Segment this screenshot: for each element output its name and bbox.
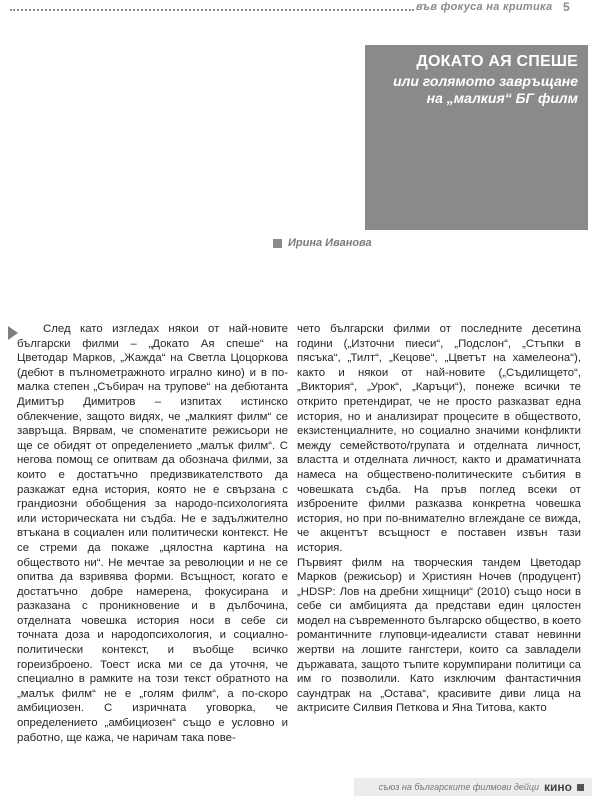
header-dotted-rule <box>10 9 414 11</box>
footer <box>354 778 592 796</box>
author-byline <box>273 236 372 250</box>
footer-publisher: съюз на българските филмови дейци <box>378 782 540 792</box>
paragraph: Първият филм на творческия тандем Цветодар Марков (режисьор) и Християн Ночев (продуцент) „HDSP: Лов на дребни хищници“ (2010) също носи в себе си амбицията да представи един цялостен модел на съвременното българско общество, в което романтичните глуповци-идеалисти стават невинни жертви на лошите гангстери, които са завладели държавата, защото тъпите корумпирани политици са им го позволили. Като изключим фантастичния саундтрак на „Остава“, красивите диви лица на актрисите Силвия Петкова и Яна Титова, както <box>297 556 581 715</box>
title-box <box>365 45 588 230</box>
text-column-right <box>297 322 581 716</box>
section-label: във фокуса на критика <box>416 1 553 13</box>
paragraph: чето български филми от последните десетина години („Източни пиеси“, „Подслон“, „Стъпки в пясъка“, „Тилт“, „Кецове“, „Цветът на хамелеона“), както и някои от най-новите („Съдилището“, „Виктория“, „Урок“, „Каръци“), понеже всички те открито претендират, че не просто разказват една история, но и анализират процесите в обществото, екзистенциалните, но социално значими конфликти между семейството/групата и отделната личност, властта и отделната личност, както и драматичната намеса на обществено-политическите събития в човешката съдба. На пръв поглед всеки от изброените филми разказва конкретна човешка история, но при по-внимателно вглеждане се вижда, че акцентът всъщност е поставен извън тази история. <box>297 323 581 554</box>
article-subtitle-line2: на „малкия“ БГ филм <box>426 90 578 106</box>
footer-brand: кино <box>544 780 572 794</box>
page-number: 5 <box>563 0 570 14</box>
text-column-left <box>17 322 288 745</box>
square-bullet-icon <box>273 239 282 248</box>
article-subtitle-line1: или голямото завръщане <box>393 73 578 89</box>
paragraph: След като изгледах някои от най-новите български филми – „Докато Ая спеше“ на Цветодар Марков, „Жажда“ на Светла Цоцоркова (дебют в пълнометражното игрално кино) и в по-малка степен „Събирач на трупове“ на дебютанта Димитър Димитров – изпитах истинско облекчение, защото видях, че „малкият филм“ се завръща. Вярвам, че споменатите режисьори не ще се обидят от определението „малък филм“. С негова помощ се опитвам да обознача филми, за които е достатъчно предизвикателството да разкажат една история, която не е свързана с грандиозни обобщения за народо-психологията или историческата ни съдба. Не е задължително втъкана в социален или политически контекст. Не се стреми да покаже „цялостна картина на обществото ни“. Не мечтае за революции и не се опитва да взривява форми. Всъщност, когато е достатъчно добре намерена, фокусирана и разказана с проникновение и в дълбочина, отделната човешка история носи в себе си точната доза и народопсихология, и социално-политически контекст, и въобще всичко гореизброено. Тоест иска ми се да уточня, че специално в рамките на този текст обратното на „малък филм“ не е „голям филм“, а по-скоро амбициозен. С изричната уговорка, че определението „амбициозен“ също е условно и работно, ще кажа, че наричам така пове- <box>17 323 288 744</box>
author-name: Ирина Иванова <box>288 237 372 249</box>
square-bullet-icon <box>577 784 584 791</box>
article-title: ДОКАТО АЯ СПЕШЕ <box>416 53 578 70</box>
